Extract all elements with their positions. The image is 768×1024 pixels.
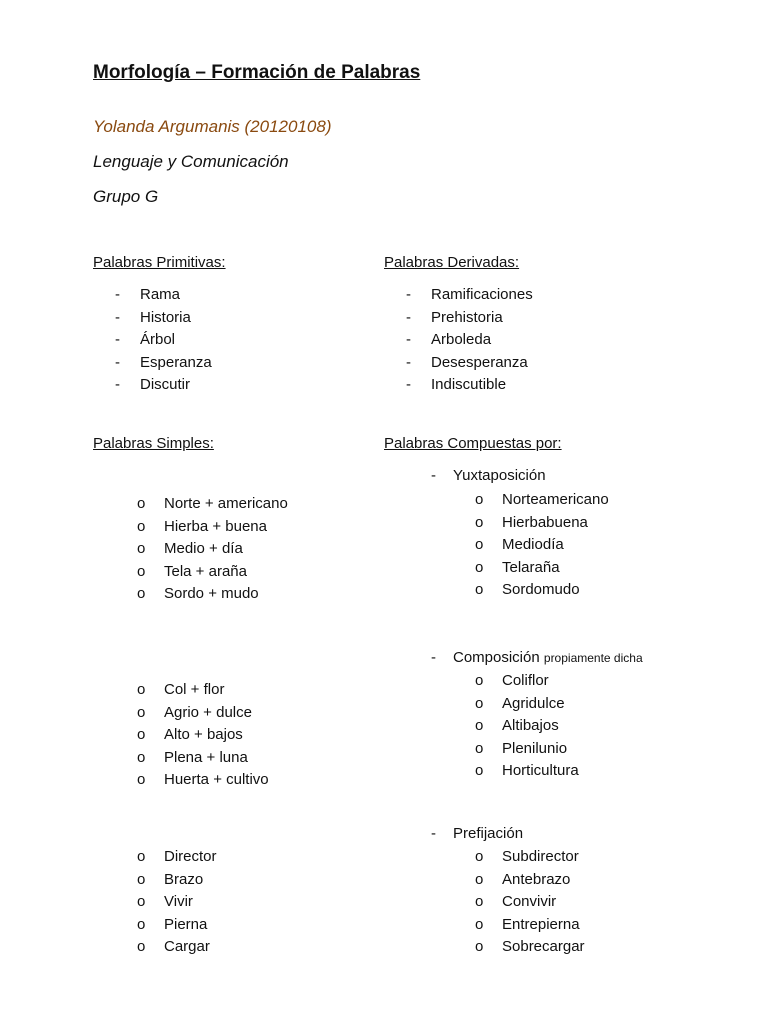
heading-derivadas: Palabras Derivadas: [384, 254, 520, 271]
dash-marker: - [431, 825, 436, 842]
subject-line: Lenguaje y Comunicación [93, 152, 289, 171]
group-line: Grupo G [93, 187, 159, 206]
author-line: Yolanda Argumanis (20120108) [93, 117, 332, 136]
heading-compuestas: Palabras Compuestas por: [384, 435, 562, 452]
dash-marker: - [431, 467, 436, 484]
heading-primitivas: Palabras Primitivas: [93, 254, 226, 271]
subheading-yuxtaposicion: Yuxtaposición [453, 467, 546, 484]
heading-simples: Palabras Simples: [93, 435, 214, 452]
document-title: Morfología – Formación de Palabras [93, 62, 421, 83]
subheading-composicion [453, 649, 643, 666]
subheading-prefijacion: Prefijación [453, 825, 524, 842]
dash-marker: - [431, 649, 436, 666]
subheading-composicion-label: Composición [453, 649, 540, 666]
subheading-composicion-note: propiamente dicha [543, 651, 643, 665]
